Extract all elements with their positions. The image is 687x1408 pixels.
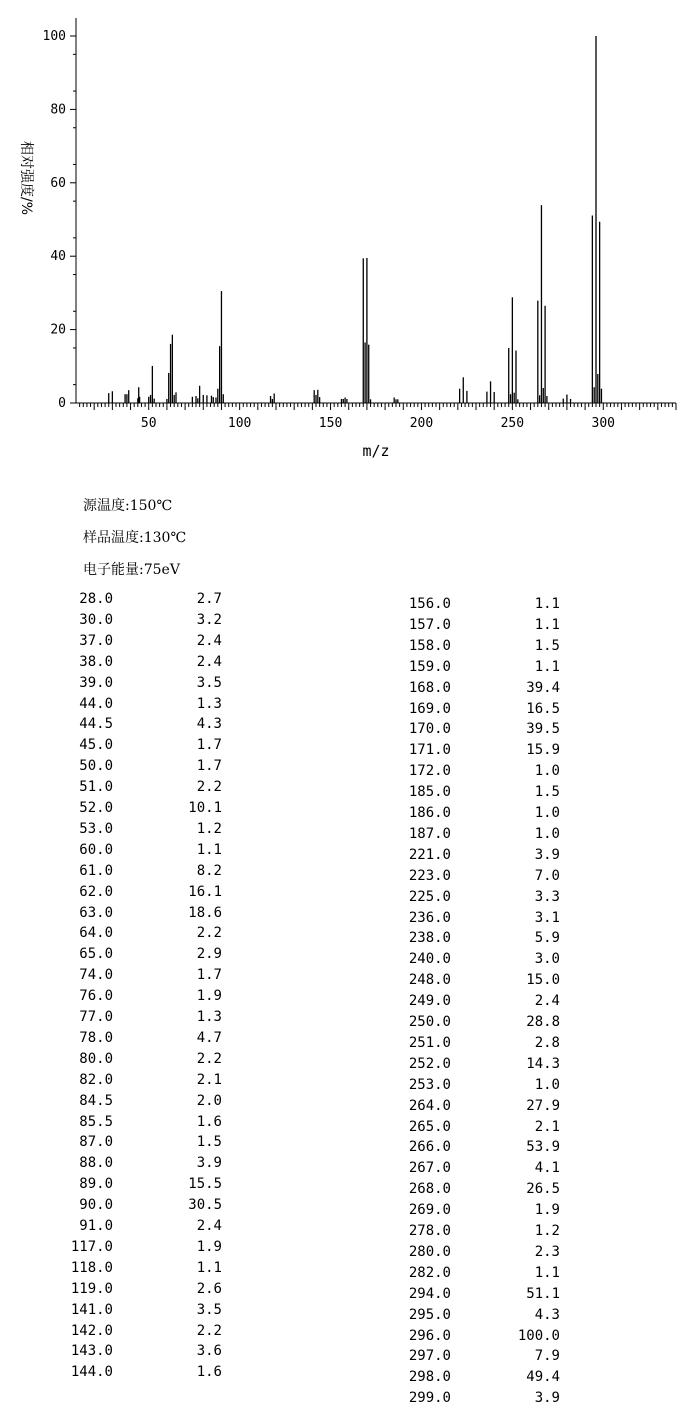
peak-mz: 45.0: [79, 737, 113, 754]
peak-intensity: 1.5: [534, 637, 560, 654]
peak-intensity: 1.1: [196, 841, 222, 858]
peak-intensity: 1.9: [196, 1238, 222, 1255]
peak-intensity: 15.0: [526, 972, 560, 989]
peak-mz: 90.0: [79, 1197, 113, 1214]
peak-mz: 76.0: [79, 988, 113, 1005]
source-temperature: 源温度:150℃: [83, 498, 173, 514]
peak-intensity: 2.9: [196, 946, 222, 963]
peak-row: [0, 991, 687, 1011]
y-tick-label: 100: [42, 29, 66, 44]
peak-intensity: 51.1: [526, 1285, 560, 1302]
peak-mz: 158.0: [408, 637, 451, 654]
peak-row: [0, 636, 687, 656]
peak-intensity: 1.5: [534, 784, 560, 801]
peak-row: [0, 719, 687, 739]
spectrum-peaks: [109, 36, 602, 403]
peak-mz: 159.0: [408, 658, 451, 675]
peak-intensity: 1.6: [196, 1113, 222, 1130]
peak-row: [0, 928, 687, 948]
peak-mz: 65.0: [79, 946, 113, 963]
peak-intensity: 3.5: [196, 1301, 222, 1318]
peak-mz: 44.5: [79, 716, 113, 733]
peak-mz: 144.0: [70, 1364, 113, 1381]
peak-intensity: 1.1: [534, 658, 560, 675]
peak-intensity: 2.4: [534, 993, 560, 1010]
peak-row: [0, 1075, 687, 1095]
peak-row: [0, 678, 687, 698]
peak-intensity: 3.9: [196, 1155, 222, 1172]
axes: [76, 18, 676, 403]
peak-mz: 60.0: [79, 841, 113, 858]
peak-intensity: 5.9: [534, 930, 560, 947]
peak-intensity: 1.0: [534, 805, 560, 821]
axis-ticks: [43, 29, 676, 431]
peak-row: [0, 1388, 687, 1408]
x-tick-label: 100: [227, 416, 252, 431]
peak-mz: 268.0: [408, 1181, 451, 1198]
peak-row: [0, 657, 687, 677]
peak-mz: 28.0: [79, 591, 113, 607]
peak-intensity: 3.9: [534, 1390, 560, 1407]
sample-temperature: 样品温度:130℃: [83, 530, 187, 546]
peak-mz: 236.0: [408, 909, 451, 926]
peak-mz: 52.0: [79, 800, 113, 816]
peak-row: [0, 1284, 687, 1304]
peak-row: [0, 1158, 687, 1178]
peak-mz: 187.0: [408, 825, 451, 842]
peak-intensity: 2.4: [196, 1218, 222, 1234]
peak-intensity: 2.2: [196, 1050, 222, 1067]
peak-mz: 51.0: [79, 779, 113, 796]
peak-mz: 168.0: [408, 679, 451, 696]
peak-row: [0, 1179, 687, 1199]
peak-intensity: 1.3: [196, 695, 222, 712]
peak-mz: 142.0: [70, 1322, 113, 1339]
peak-mz: 264.0: [408, 1097, 451, 1114]
peak-mz: 223.0: [408, 867, 451, 884]
peak-row: [0, 1221, 687, 1241]
peak-row: [0, 970, 687, 990]
peak-intensity: 10.1: [188, 800, 222, 816]
peak-mz: 280.0: [408, 1243, 451, 1260]
peak-row: [0, 1263, 687, 1283]
peak-mz: 61.0: [79, 862, 113, 879]
peak-intensity: 1.9: [534, 1202, 560, 1219]
peak-mz: 248.0: [408, 972, 451, 989]
peak-intensity: 1.7: [196, 737, 222, 754]
peak-intensity: 2.1: [534, 1118, 560, 1135]
peak-mz: 38.0: [79, 653, 113, 670]
peak-intensity: 1.7: [196, 967, 222, 984]
peak-mz: 269.0: [408, 1202, 451, 1219]
peak-mz: 80.0: [79, 1050, 113, 1067]
peak-row: [0, 782, 687, 802]
peak-intensity: 15.5: [188, 1176, 222, 1193]
peak-intensity: 1.7: [196, 758, 222, 775]
peak-mz: 74.0: [79, 967, 113, 984]
peak-row: [0, 615, 687, 635]
peak-mz: 82.0: [79, 1071, 113, 1088]
peak-mz: 294.0: [408, 1285, 451, 1302]
peak-mz: 156.0: [408, 596, 451, 612]
peak-mz: 252.0: [408, 1055, 451, 1072]
peak-mz: 78.0: [79, 1029, 113, 1046]
peak-intensity: 2.2: [196, 779, 222, 796]
peak-intensity: 2.1: [196, 1071, 222, 1088]
y-tick-label: 0: [58, 396, 66, 411]
peak-intensity: 3.6: [196, 1343, 222, 1360]
peak-row: [0, 803, 687, 823]
peak-mz: 186.0: [408, 805, 451, 821]
peak-row: [0, 1137, 687, 1157]
peak-intensity: 4.7: [196, 1029, 222, 1046]
peak-mz: 249.0: [408, 993, 451, 1010]
peak-row: [0, 761, 687, 781]
peak-mz: 238.0: [408, 930, 451, 947]
peak-mz: 37.0: [79, 632, 113, 649]
x-tick-label: 300: [591, 416, 616, 431]
peak-intensity: 7.9: [534, 1348, 560, 1365]
peak-mz: 39.0: [79, 674, 113, 691]
peak-intensity: 3.3: [534, 888, 560, 905]
peak-mz: 295.0: [408, 1306, 451, 1323]
peak-mz: 87.0: [79, 1134, 113, 1151]
peak-mz: 250.0: [408, 1014, 451, 1030]
peak-mz: 85.5: [79, 1113, 113, 1130]
peak-row: [0, 1033, 687, 1053]
peak-mz: 63.0: [79, 904, 113, 921]
peak-row: [0, 740, 687, 760]
y-tick-label: 80: [50, 102, 66, 118]
peak-intensity: 1.0: [534, 825, 560, 842]
peak-row: [0, 1242, 687, 1262]
peak-mz: 278.0: [408, 1223, 451, 1239]
peak-intensity: 39.5: [526, 721, 560, 738]
peak-row: [0, 1054, 687, 1074]
peak-mz: 50.0: [79, 758, 113, 775]
peak-intensity: 2.8: [534, 1034, 560, 1051]
peak-intensity: 3.5: [196, 674, 222, 691]
peak-row: [0, 1326, 687, 1346]
peak-intensity: 2.6: [196, 1280, 222, 1297]
peak-mz: 267.0: [408, 1160, 451, 1177]
peak-intensity: 26.5: [526, 1181, 560, 1198]
peak-row: [0, 908, 687, 928]
peak-intensity: 2.4: [196, 632, 222, 649]
peak-mz: 157.0: [408, 616, 451, 633]
peak-intensity: 1.2: [534, 1223, 560, 1239]
peak-intensity: 1.3: [196, 1009, 222, 1025]
peak-intensity: 15.9: [526, 742, 560, 759]
peak-intensity: 16.5: [526, 700, 560, 717]
peak-intensity: 2.2: [196, 1322, 222, 1339]
peak-intensity: 16.1: [188, 883, 222, 900]
peak-intensity: 1.2: [196, 820, 222, 837]
peak-intensity: 28.8: [526, 1014, 560, 1030]
peak-intensity: 4.3: [196, 716, 222, 733]
peak-intensity: 49.4: [526, 1369, 560, 1386]
peak-mz: 171.0: [408, 742, 451, 759]
x-tick-label: 50: [140, 416, 157, 431]
peak-mz: 298.0: [408, 1369, 451, 1386]
y-tick-label: 20: [50, 322, 66, 338]
peak-intensity: 1.1: [196, 1259, 222, 1276]
peak-mz: 266.0: [408, 1139, 451, 1156]
peak-intensity: 1.0: [534, 1076, 560, 1093]
peak-mz: 170.0: [408, 721, 451, 738]
x-tick-label: 150: [318, 416, 343, 431]
peak-row: [0, 1096, 687, 1116]
mass-spectrum-chart: [0, 0, 687, 470]
peak-mz: 141.0: [70, 1301, 113, 1318]
peak-row: [0, 866, 687, 886]
peak-intensity: 2.0: [196, 1092, 222, 1109]
peak-row: [0, 1200, 687, 1220]
y-tick-label: 40: [50, 249, 66, 265]
electron-energy: 电子能量:75eV: [83, 562, 180, 578]
peak-mz: 251.0: [408, 1034, 451, 1051]
peak-intensity: 3.0: [534, 951, 560, 968]
peak-intensity: 1.0: [534, 763, 560, 780]
peak-row: [0, 1305, 687, 1325]
peak-intensity: 18.6: [188, 904, 222, 921]
peak-row: [0, 845, 687, 865]
peak-intensity: 2.2: [196, 925, 222, 942]
peak-mz: 89.0: [79, 1176, 113, 1193]
peak-intensity: 30.5: [188, 1197, 222, 1214]
peak-row: [0, 949, 687, 969]
peak-mz: 299.0: [408, 1390, 451, 1407]
peak-mz: 44.0: [79, 695, 113, 712]
peak-mz: 119.0: [70, 1280, 113, 1297]
peak-intensity: 53.9: [526, 1139, 560, 1156]
peak-intensity: 27.9: [526, 1097, 560, 1114]
peak-mz: 118.0: [70, 1259, 113, 1276]
peak-row: [0, 1367, 687, 1387]
x-tick-label: 250: [500, 416, 525, 431]
peak-mz: 143.0: [70, 1343, 113, 1360]
peak-intensity: 39.4: [526, 679, 560, 696]
peak-intensity: 7.0: [534, 867, 560, 884]
peak-intensity: 2.3: [534, 1243, 560, 1260]
peak-intensity: 1.1: [534, 616, 560, 633]
peak-intensity: 2.4: [196, 653, 222, 670]
peak-intensity: 3.1: [534, 909, 560, 926]
peak-row: [0, 887, 687, 907]
peak-mz: 265.0: [408, 1118, 451, 1135]
peak-row: [0, 594, 687, 614]
peak-mz: 88.0: [79, 1155, 113, 1172]
peak-mz: 172.0: [408, 763, 451, 780]
peak-intensity: 2.7: [196, 591, 222, 607]
peak-row: [0, 824, 687, 844]
peak-mz: 253.0: [408, 1076, 451, 1093]
peak-intensity: 14.3: [526, 1055, 560, 1072]
peak-intensity: 3.9: [534, 846, 560, 863]
peak-row: [0, 1346, 687, 1366]
peak-mz: 240.0: [408, 951, 451, 968]
peak-mz: 64.0: [79, 925, 113, 942]
peak-mz: 117.0: [70, 1238, 113, 1255]
peak-mz: 84.5: [79, 1092, 113, 1109]
peak-intensity: 1.9: [196, 988, 222, 1005]
peak-row: [0, 1012, 687, 1032]
peak-row: [0, 1117, 687, 1137]
peak-mz: 91.0: [79, 1218, 113, 1234]
peak-intensity: 3.2: [196, 611, 222, 628]
peak-mz: 282.0: [408, 1264, 451, 1281]
peak-mz: 77.0: [79, 1009, 113, 1025]
y-axis-label: 相对强度/%: [18, 140, 34, 216]
peak-mz: 221.0: [408, 846, 451, 863]
peak-intensity: 1.5: [196, 1134, 222, 1151]
peak-mz: 225.0: [408, 888, 451, 905]
y-tick-label: 60: [50, 175, 66, 191]
x-axis-label: m/z: [362, 442, 390, 460]
peak-intensity: 8.2: [196, 862, 222, 879]
x-tick-label: 200: [409, 416, 434, 431]
peak-intensity: 1.1: [534, 1264, 560, 1281]
peak-row: [0, 699, 687, 719]
peak-intensity: 4.1: [534, 1160, 560, 1177]
peak-mz: 185.0: [408, 784, 451, 801]
peak-mz: 169.0: [408, 700, 451, 717]
peak-intensity: 1.1: [534, 596, 560, 612]
peak-intensity: 4.3: [534, 1306, 560, 1323]
peak-mz: 62.0: [79, 883, 113, 900]
peak-mz: 53.0: [79, 820, 113, 837]
peak-mz: 297.0: [408, 1348, 451, 1365]
peak-intensity: 100.0: [517, 1327, 560, 1344]
peak-mz: 296.0: [408, 1327, 451, 1344]
peak-intensity: 1.6: [196, 1364, 222, 1381]
peak-mz: 30.0: [79, 611, 113, 628]
